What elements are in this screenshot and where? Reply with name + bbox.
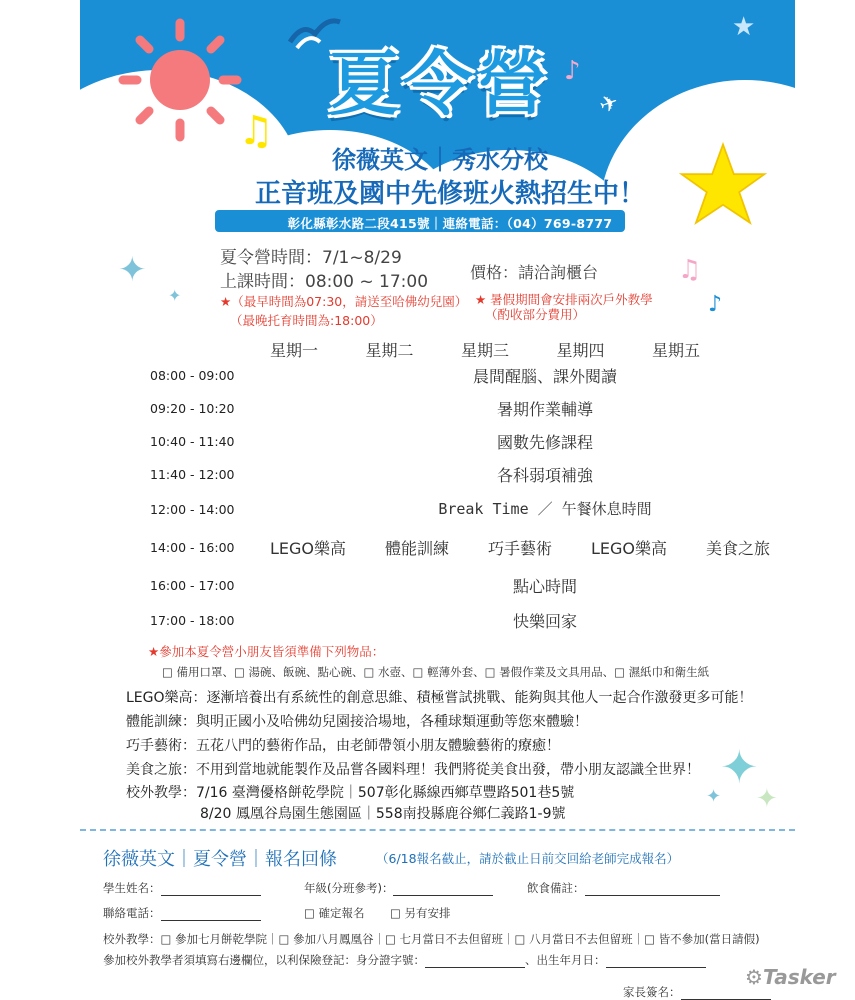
student-name-line[interactable] — [161, 883, 261, 896]
student-name-label: 學生姓名： — [103, 881, 161, 895]
day-fri: 星期五 — [651, 341, 700, 360]
row-activity: Break Time ／ 午餐休息時間 — [438, 500, 652, 518]
note-outing: ★ 暑假期間會安排兩次戶外教學 — [475, 292, 653, 307]
sparkle-small-icon: ✦ — [168, 286, 182, 305]
phone-field[interactable] — [103, 905, 261, 921]
desc-lego: LEGO樂高：逐漸培養出有系統性的創意思維、積極嘗試挑戰、能夠與其他人一起合作激發更多可能！ — [126, 690, 753, 706]
diet-line[interactable] — [585, 883, 720, 896]
row-activity: 暑期作業輔導 — [496, 400, 593, 419]
school-address: 彰化縣彰水路二段415號｜連絡電話：（04）769-8777 — [287, 216, 613, 231]
schedule-row — [150, 364, 750, 390]
schedule-row — [150, 397, 750, 423]
note-early: ★（最早時間為07:30，請送至哈佛幼兒園） — [220, 294, 468, 309]
schedule-row — [150, 609, 750, 635]
watermark-text: Tasker — [762, 965, 836, 989]
note-late: （最晚托育時間為:18:00） — [230, 313, 383, 328]
row-activity: 各科弱項補強 — [496, 466, 593, 485]
activity-tue: 體能訓練 — [385, 539, 450, 558]
cut-line — [80, 829, 795, 831]
row-time: 17:00 - 18:00 — [150, 613, 235, 628]
recruit-headline: 正音班及國中先修班火熱招生中！ — [254, 179, 645, 209]
sparkle-large-icon: ✦ — [720, 740, 759, 794]
row-time: 08:00 - 09:00 — [150, 368, 235, 383]
row-time: 14:00 - 16:00 — [150, 540, 235, 555]
student-name-field[interactable] — [103, 880, 261, 896]
row-time: 16:00 - 17:00 — [150, 578, 235, 593]
music-note-pink-icon: ♪ — [564, 56, 581, 86]
prep-note: ★參加本夏令營小朋友皆須準備下列物品： — [148, 644, 385, 659]
row-time: 11:40 - 12:00 — [150, 467, 235, 482]
schedule-row — [150, 574, 750, 600]
activity-mon: LEGO樂高 — [270, 539, 347, 558]
camp-time: 夏令營時間：7/1~8/29 — [220, 248, 402, 268]
day-thu: 星期四 — [556, 341, 605, 360]
schedule-row — [150, 536, 770, 562]
schedule-row — [150, 463, 750, 489]
camp-title: 夏令營 — [329, 43, 551, 125]
desc-outing-2: 8/20 鳳凰谷鳥園生態園區｜558南投縣鹿谷鄉仁義路1-9號 — [200, 806, 566, 822]
airplane-icon: ✈ — [596, 89, 623, 120]
grade-line[interactable] — [393, 883, 493, 896]
row-activity: 點心時間 — [512, 577, 577, 596]
music-note-pink2-icon: ♫ — [678, 255, 702, 285]
row-activities — [270, 536, 770, 559]
desc-fitness: 體能訓練：與明正國小及哈佛幼兒園接洽場地，各種球類運動等您來體驗！ — [126, 714, 588, 730]
row-activity: 快樂回家 — [512, 612, 577, 631]
confirm-checkbox[interactable]: □ 確定報名 — [304, 906, 365, 920]
class-time: 上課時間：08:00 ~ 17:00 — [220, 272, 429, 292]
desc-outing-1: 校外教學：7/16 臺灣優格餅乾學院｜507彰化縣線西鄉草豐路501巷5號 — [126, 785, 575, 801]
music-note-icon: ♫ — [238, 108, 274, 154]
day-wed: 星期三 — [460, 341, 509, 360]
form-deadline: （6/18報名截止，請於截止日前交回給老師完成報名） — [376, 851, 680, 866]
weekday-header — [270, 338, 700, 361]
row-time: 10:40 - 11:40 — [150, 434, 235, 449]
sun-icon — [115, 15, 245, 145]
row-time: 12:00 - 14:00 — [150, 502, 235, 517]
music-note-blue-icon: ♪ — [708, 292, 723, 317]
small-star-icon: ★ — [732, 12, 756, 42]
day-tue: 星期二 — [365, 341, 414, 360]
birthday-label: 、出生年月日： — [525, 953, 606, 967]
other-checkbox[interactable]: □ 另有安排 — [390, 906, 451, 920]
day-mon: 星期一 — [270, 341, 319, 360]
diet-label: 飲食備註： — [527, 881, 585, 895]
schedule-row — [150, 430, 750, 456]
row-activity: 晨間醒腦、課外閱讀 — [472, 367, 617, 386]
prep-items: □ 備用口罩、□ 湯碗、飯碗、點心碗、□ 水壺、□ 輕薄外套、□ 暑假作業及文具用品、□ 濕紙巾和衛生紙 — [162, 665, 710, 679]
hero-banner — [80, 0, 795, 290]
starfish-icon — [678, 140, 768, 230]
diet-field[interactable] — [527, 880, 720, 896]
insurance-label: 參加校外教學者須填寫右邊欄位，以利保險登記：身分證字號： — [103, 953, 425, 967]
insurance-field[interactable] — [103, 952, 706, 968]
phone-line[interactable] — [161, 908, 261, 921]
phone-label: 聯絡電話： — [103, 906, 161, 920]
form-title: 徐薇英文｜夏令營｜報名回條 — [103, 849, 337, 870]
schedule-row — [150, 498, 750, 524]
note-outing-fee: （酌收部分費用） — [485, 307, 586, 322]
price: 價格：請洽詢櫃台 — [470, 263, 599, 282]
watermark-logo: ⚙Tasker — [745, 965, 836, 989]
grade-label: 年級(分班參考)： — [304, 881, 394, 895]
row-time: 09:20 - 10:20 — [150, 401, 235, 416]
row-activity: 國數先修課程 — [496, 433, 593, 452]
id-number-line[interactable] — [425, 955, 525, 968]
activity-thu: LEGO樂高 — [590, 539, 667, 558]
sparkle-icon: ✦ — [118, 250, 147, 290]
birthday-line[interactable] — [606, 955, 706, 968]
desc-food: 美食之旅：不用到當地就能製作及品嘗各國料理！我們將從美食出發，帶小朋友認識全世界！ — [126, 762, 700, 778]
activity-fri: 美食之旅 — [705, 539, 770, 558]
outing-options[interactable]: 校外教學：□ 參加七月餅乾學院｜□ 參加八月鳳凰谷｜□ 七月當日不去但留班｜□ 八月當日不去但留班｜□ 皆不參加(當日請假) — [103, 932, 760, 946]
sparkle-green-icon: ✦ — [756, 784, 778, 814]
flyer-page — [80, 0, 795, 1000]
activity-wed: 巧手藝術 — [487, 539, 552, 558]
parent-sign-label: 家長簽名： — [623, 985, 681, 999]
desc-art: 巧手藝術：五花八門的藝術作品，由老師帶領小朋友體驗藝術的療癒！ — [126, 738, 560, 754]
grade-field[interactable] — [304, 880, 493, 896]
school-name: 徐薇英文｜秀水分校 — [332, 146, 548, 174]
sparkle-tiny-icon: ✦ — [706, 786, 722, 807]
